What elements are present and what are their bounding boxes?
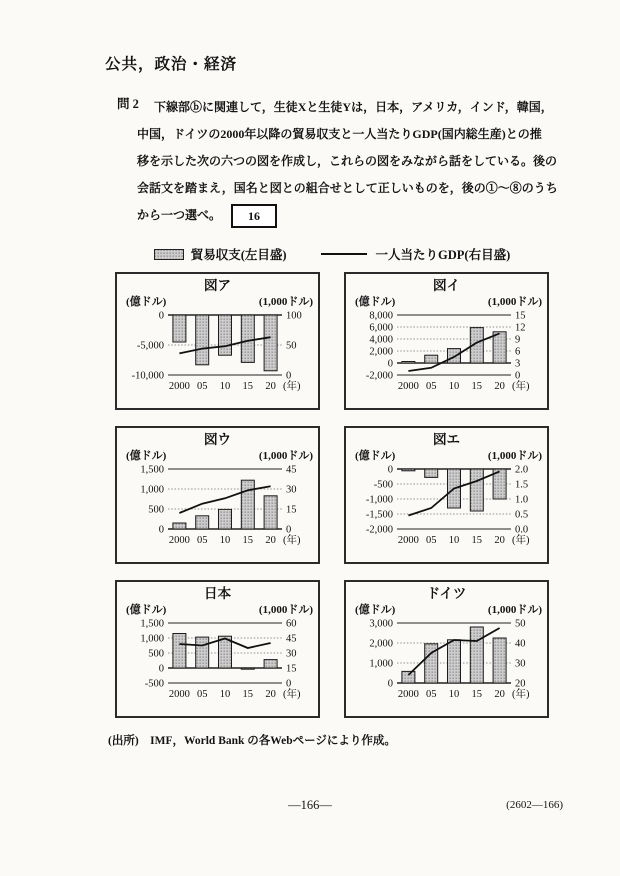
chart-box-germany [344,580,549,718]
svg-text:60: 60 [286,618,297,630]
svg-text:2000: 2000 [168,535,190,546]
chart-axis-units [347,449,546,463]
chart-canvas [118,463,317,556]
chart-canvas [118,617,317,710]
svg-text:20: 20 [494,535,505,546]
svg-text:1.0: 1.0 [515,494,529,506]
chart-box-fig-i [344,272,549,410]
line-legend-swatch-icon [321,253,367,255]
svg-text:-10,000: -10,000 [131,370,164,382]
chart-box-fig-a [115,272,320,410]
svg-text:4,000: 4,000 [369,334,393,346]
svg-text:15: 15 [242,535,254,546]
svg-text:15: 15 [286,504,297,516]
page-code: (2602—166) [506,799,563,811]
svg-text:45: 45 [286,464,297,476]
svg-text:2,000: 2,000 [369,638,393,650]
svg-text:1,000: 1,000 [140,484,164,496]
svg-text:-2,000: -2,000 [365,370,393,382]
chart-title: 図ア [204,278,231,293]
svg-text:20: 20 [265,689,276,700]
svg-text:-1,500: -1,500 [365,509,393,521]
right-axis-unit: (1,000ドル) [258,296,313,308]
svg-text:30: 30 [286,648,297,660]
svg-text:0: 0 [286,524,292,536]
svg-text:100: 100 [286,310,302,322]
right-axis-unit: (1,000ドル) [487,296,542,308]
svg-text:-2,000: -2,000 [365,524,393,536]
svg-text:20: 20 [265,535,276,546]
svg-text:(年): (年) [283,689,301,700]
svg-text:0: 0 [387,464,393,476]
left-axis-unit: (億ドル) [355,604,396,616]
svg-text:0: 0 [515,370,521,382]
svg-text:2000: 2000 [168,381,190,392]
svg-text:10: 10 [219,689,231,700]
svg-text:15: 15 [471,381,483,392]
question-body [137,94,570,229]
svg-text:(年): (年) [512,689,530,700]
svg-text:15: 15 [471,689,483,700]
bar-legend-label: 貿易収支(左目盛) [190,248,287,262]
svg-text:15: 15 [515,310,526,322]
chart-axis-units [347,603,546,617]
svg-text:0: 0 [158,310,164,322]
svg-text:2000: 2000 [168,689,190,700]
svg-text:0.0: 0.0 [515,524,529,536]
chart-canvas [347,309,546,402]
chart-box-fig-e [344,426,549,564]
svg-text:10: 10 [219,535,231,546]
svg-text:(年): (年) [512,381,530,392]
svg-text:6: 6 [515,346,521,358]
svg-text:9: 9 [515,334,521,346]
svg-text:2000: 2000 [397,689,419,700]
svg-text:20: 20 [265,381,276,392]
answer-number-box: 16 [231,204,277,228]
chart-canvas [118,309,317,402]
svg-text:2000: 2000 [397,535,419,546]
chart-svg [118,309,317,397]
svg-text:20: 20 [494,689,505,700]
svg-text:1,000: 1,000 [140,633,164,645]
chart-canvas [347,617,546,710]
chart-title: 日本 [204,586,231,601]
svg-text:1,500: 1,500 [140,618,164,630]
right-axis-unit: (1,000ドル) [487,604,542,616]
chart-title: 図イ [433,278,460,293]
left-axis-unit: (億ドル) [126,604,167,616]
svg-text:15: 15 [471,535,483,546]
chart-axis-units [118,295,317,309]
svg-text:3,000: 3,000 [369,618,393,630]
svg-text:2,000: 2,000 [369,346,393,358]
left-axis-unit: (億ドル) [355,296,396,308]
right-axis-unit: (1,000ドル) [258,450,313,462]
svg-text:05: 05 [196,689,208,700]
svg-text:12: 12 [515,322,526,334]
page-footer [0,798,620,814]
charts-grid [115,272,570,718]
source-note: (出所) IMF，World Bank の各Webページにより作成。 [108,735,396,747]
chart-title: ドイツ [426,586,467,601]
svg-text:1,500: 1,500 [140,464,164,476]
svg-text:10: 10 [448,381,460,392]
chart-title: 図ウ [204,432,231,447]
svg-text:(年): (年) [283,535,301,546]
chart-svg [347,309,546,397]
svg-text:0: 0 [158,524,164,536]
question-line-4: 会話文を踏まえ，国名と図との組合せとして正しいものを，後の①～⑧のうち [137,181,558,195]
svg-text:05: 05 [425,689,437,700]
chart-box-fig-u [115,426,320,564]
line-legend-label: 一人当たりGDP(右目盛) [375,248,511,262]
svg-text:10: 10 [448,689,460,700]
left-axis-unit: (億ドル) [126,450,167,462]
svg-text:20: 20 [515,678,526,690]
svg-text:(年): (年) [283,381,301,392]
right-axis-unit: (1,000ドル) [487,450,542,462]
svg-text:-500: -500 [144,678,164,690]
svg-text:8,000: 8,000 [369,310,393,322]
svg-text:500: 500 [148,504,164,516]
svg-text:-5,000: -5,000 [136,340,164,352]
svg-text:500: 500 [148,648,164,660]
svg-text:15: 15 [286,663,297,675]
svg-text:2000: 2000 [397,381,419,392]
svg-text:45: 45 [286,633,297,645]
svg-text:05: 05 [425,535,437,546]
right-axis-unit: (1,000ドル) [258,604,313,616]
svg-text:0: 0 [286,678,292,690]
svg-text:50: 50 [515,618,526,630]
question-label: 問 2 [117,97,139,111]
svg-text:3: 3 [515,358,521,370]
svg-text:30: 30 [515,658,526,670]
page-number: —166— [288,798,332,812]
question-block [105,94,570,229]
page-title: 公共，政治・経済 [105,56,238,73]
chart-axis-units [118,603,317,617]
svg-text:15: 15 [242,381,254,392]
question-line-2: 中国，ドイツの2000年以降の貿易収支と一人当たりGDP(国内総生産)との推 [137,127,542,141]
svg-text:50: 50 [286,340,297,352]
svg-text:10: 10 [448,535,460,546]
question-line-5 [137,202,570,229]
chart-axis-units [118,449,317,463]
chart-svg [347,617,546,705]
chart-canvas [347,463,546,556]
svg-text:15: 15 [242,689,254,700]
svg-text:10: 10 [219,381,231,392]
chart-title: 図エ [433,432,460,447]
svg-text:0: 0 [387,358,393,370]
question-line-3: 移を示した次の六つの図を作成し，これらの図をみながら話をしている。後の [137,154,558,168]
svg-text:1.5: 1.5 [515,479,529,491]
svg-text:-500: -500 [373,479,393,491]
svg-text:05: 05 [425,381,437,392]
svg-text:0: 0 [286,370,292,382]
chart-box-japan [115,580,320,718]
svg-text:0.5: 0.5 [515,509,529,521]
svg-text:40: 40 [515,638,526,650]
svg-text:05: 05 [196,535,208,546]
svg-text:6,000: 6,000 [369,322,393,334]
chart-svg [118,617,317,705]
chart-axis-units [347,295,546,309]
question-line-1: 下線部ⓑに関連して，生徒Xと生徒Yは，日本，アメリカ，インド，韓国， [154,100,553,114]
bar-legend-swatch-icon [154,249,184,260]
chart-svg [347,463,546,551]
svg-text:30: 30 [286,484,297,496]
svg-text:(年): (年) [512,535,530,546]
svg-text:0: 0 [158,663,164,675]
question-line-5-text: から一つ選べ。 [137,208,222,222]
svg-text:1,000: 1,000 [369,658,393,670]
svg-text:05: 05 [196,381,208,392]
svg-text:20: 20 [494,381,505,392]
svg-text:2.0: 2.0 [515,464,529,476]
left-axis-unit: (億ドル) [355,450,396,462]
svg-text:0: 0 [387,678,393,690]
chart-legend [115,245,549,263]
svg-text:-1,000: -1,000 [365,494,393,506]
left-axis-unit: (億ドル) [126,296,167,308]
chart-svg [118,463,317,551]
